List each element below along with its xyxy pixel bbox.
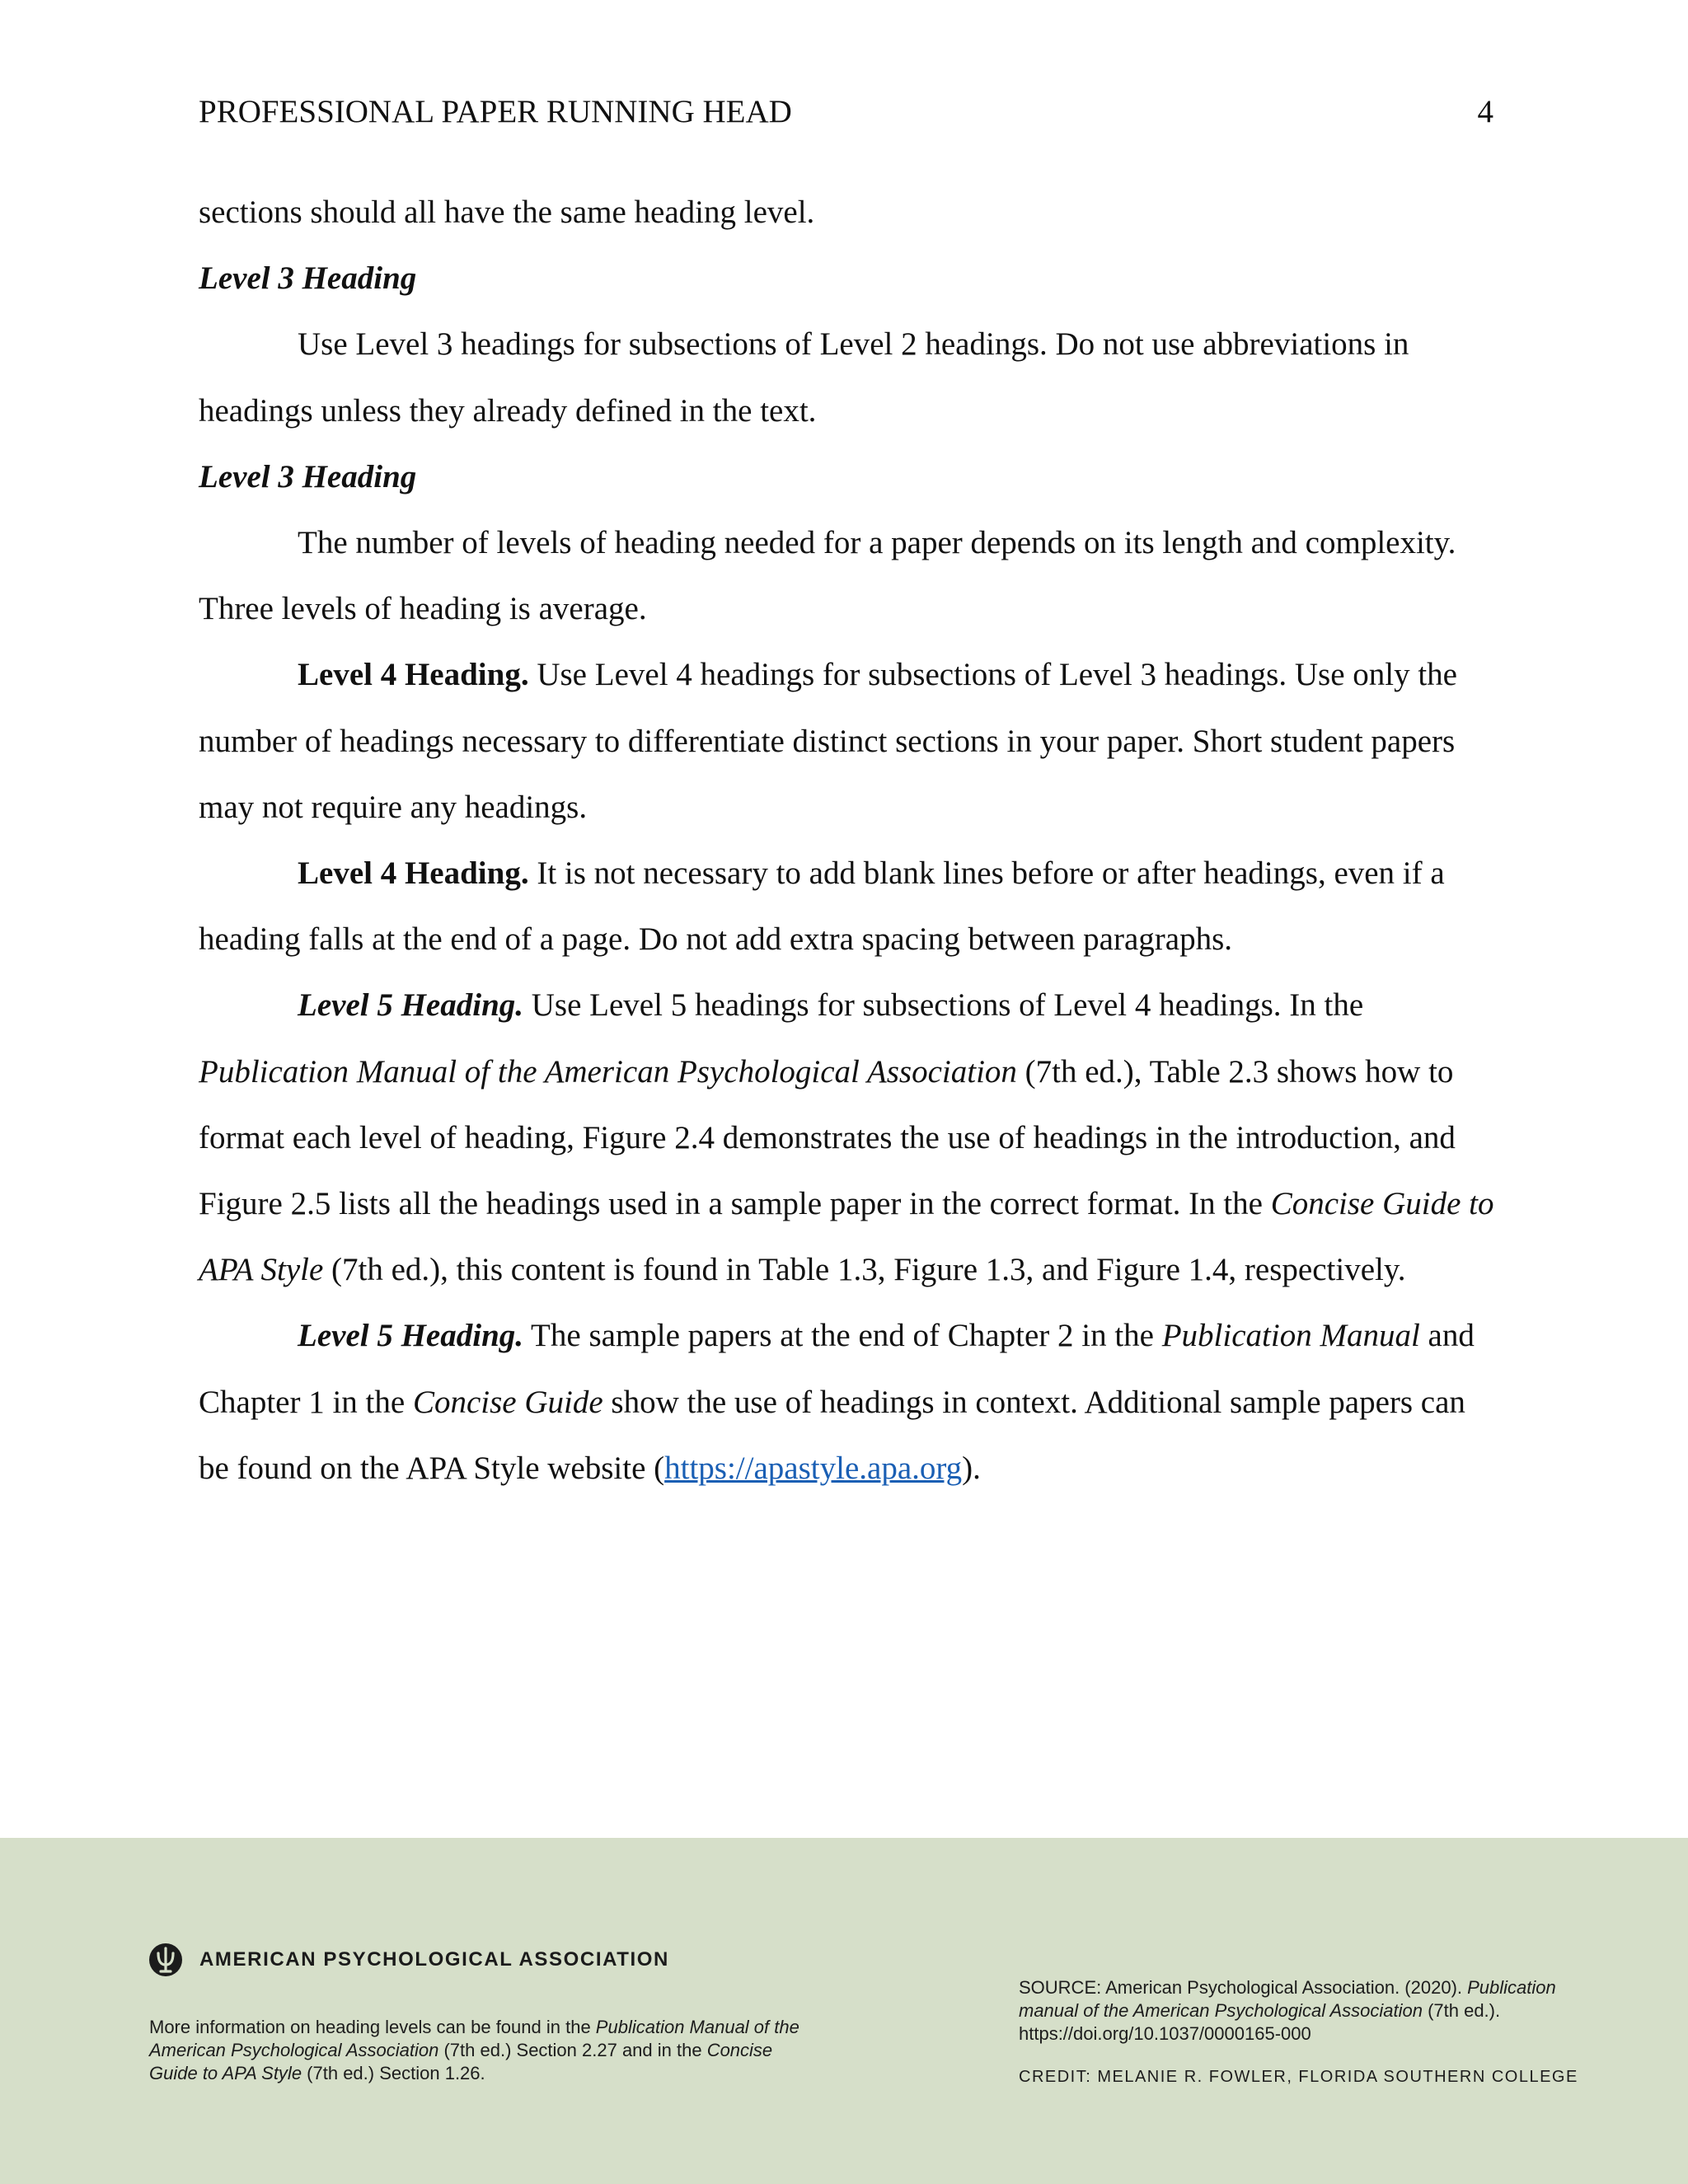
level-4-heading: Level 4 Heading. xyxy=(298,855,529,892)
body-text xyxy=(199,180,1495,1502)
paragraph-text: ). xyxy=(962,1450,981,1486)
apa-logo xyxy=(148,1942,669,1978)
level-4-paragraph xyxy=(199,841,1495,972)
paragraph: The number of levels of heading needed for a paper depends on its length and complexity. Three levels of heading is average. xyxy=(199,525,1456,627)
paragraph-text: show the use of headings in context. Additional sample papers can be found on the APA Style website ( xyxy=(199,1384,1465,1486)
credit-line: CREDIT: MELANIE R. FOWLER, FLORIDA SOUTHERN COLLEGE xyxy=(1019,2068,1578,2086)
book-title: Concise Guide to APA Style xyxy=(199,1186,1494,1288)
level-5-paragraph xyxy=(199,972,1495,1303)
paragraph-text: Use Level 4 headings for subsections of Level 3 headings. Use only the number of headings necessary to differentiate distinct sections in your paper. Short student papers may not require any headings. xyxy=(199,657,1457,825)
book-title: Publication Manual xyxy=(1161,1318,1420,1354)
level-5-paragraph xyxy=(199,1303,1495,1502)
apa-psi-icon xyxy=(148,1943,183,1977)
paragraph-text: The sample papers at the end of Chapter 2 in the xyxy=(523,1318,1162,1354)
level-3-heading: Level 3 Heading xyxy=(199,260,417,297)
paragraph-text: and Chapter 1 in the xyxy=(199,1318,1475,1420)
book-title: Concise Guide xyxy=(412,1384,603,1420)
info-text: (7th ed.) Section 1.26. xyxy=(302,2063,485,2083)
page-number: 4 xyxy=(1477,94,1493,129)
more-info-note xyxy=(149,2016,809,2085)
source-text: (7th ed.). https://doi.org/10.1037/0000165-000 xyxy=(1019,2000,1501,2044)
source-citation xyxy=(1019,1976,1596,2046)
book-title: Publication Manual of the American Psychological Association xyxy=(149,2017,799,2060)
level-4-paragraph xyxy=(199,642,1495,841)
apa-logo-text: AMERICAN PSYCHOLOGICAL ASSOCIATION xyxy=(199,1948,669,1971)
book-title: Concise Guide to APA Style xyxy=(149,2040,773,2083)
source-note xyxy=(1019,1976,1596,2088)
footer-banner xyxy=(0,1838,1688,2184)
paragraph-text: Use Level 5 headings for subsections of Level 4 headings. In the xyxy=(523,987,1364,1024)
more-info-text xyxy=(149,2016,809,2085)
apa-style-website-link[interactable]: https://apastyle.apa.org xyxy=(664,1450,963,1486)
book-title: Publication Manual of the American Psychological Association xyxy=(199,1053,1017,1090)
source-text: SOURCE: American Psychological Association. (2020). xyxy=(1019,1977,1468,1998)
level-5-heading: Level 5 Heading. xyxy=(298,987,524,1024)
running-head-title: PROFESSIONAL PAPER RUNNING HEAD xyxy=(199,94,792,129)
paragraph-text: (7th ed.), Table 2.3 shows how to format each level of heading, Figure 2.4 demonstrates the use of headings in the introduction, and Figure 2.5 lists all the headings used in a sample paper in the correct format. In the xyxy=(199,1053,1456,1222)
level-5-heading: Level 5 Heading. xyxy=(298,1318,524,1354)
level-4-heading: Level 4 Heading. xyxy=(298,657,529,693)
paragraph: Use Level 3 headings for subsections of Level 2 headings. Do not use abbreviations in headings unless they already defined in the text. xyxy=(199,326,1409,429)
paragraph-text: It is not necessary to add blank lines before or after headings, even if a heading falls at the end of a page. Do not add extra spacing between paragraphs. xyxy=(199,855,1445,958)
level-3-heading: Level 3 Heading xyxy=(199,458,417,494)
info-text: More information on heading levels can be found in the xyxy=(149,2017,596,2037)
paragraph-continuation: sections should all have the same heading level. xyxy=(199,194,815,230)
running-head xyxy=(199,89,1493,135)
info-text: (7th ed.) Section 2.27 and in the xyxy=(438,2040,707,2060)
paragraph-text: (7th ed.), this content is found in Table 1.3, Figure 1.3, and Figure 1.4, respectively. xyxy=(323,1252,1406,1288)
book-title: Publication manual of the American Psychological Association xyxy=(1019,1977,1556,2021)
